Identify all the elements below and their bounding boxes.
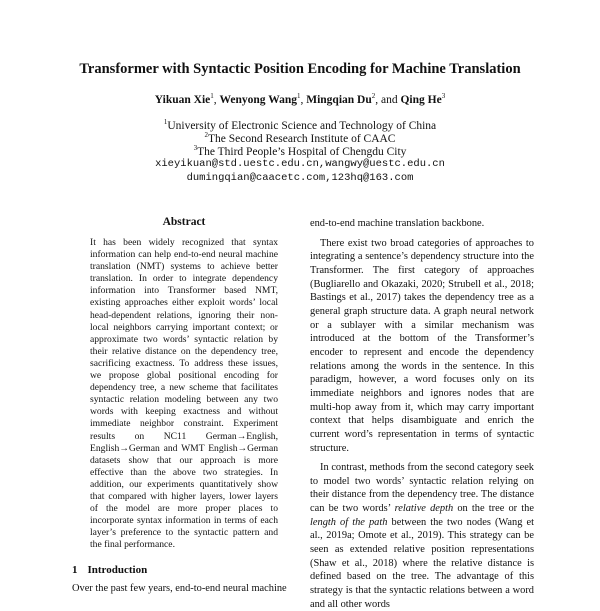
paragraph: end-to-end machine translation backbone.	[310, 218, 485, 229]
author-separator: ,	[213, 93, 220, 106]
affiliation-text: The Second Research Institute of CAAC	[208, 132, 396, 145]
abstract-heading: Abstract	[162, 216, 206, 228]
paper-title: Transformer with Syntactic Position Encoding for Machine Translation	[79, 61, 521, 77]
emphasis: length of the path	[310, 516, 388, 528]
email-line-2: dumingqian@caacetc.com,123hq@163.com	[186, 172, 414, 184]
paragraph-text: In contrast, methods from the second category seek to model two words’ syntactic relation relying on their distance from the dependency tree. The distance can be two words’	[310, 462, 534, 515]
author-name: Mingqian Du	[306, 93, 372, 106]
author-name: Yikuan Xie	[154, 93, 211, 106]
affiliation-text: University of Electronic Science and Technology of China	[167, 119, 437, 132]
affiliation-3	[0, 144, 600, 158]
paragraph	[310, 461, 534, 611]
author-list	[0, 92, 600, 106]
introduction-text: Over the past few years, end-to-end neural machine	[72, 583, 287, 594]
right-column	[310, 217, 534, 611]
author-name: Qing He	[400, 93, 442, 106]
email-line-1: xieyikuan@std.uestc.edu.cn,wangwy@uestc.edu.cn	[155, 158, 445, 170]
affiliation-mark: 2	[204, 131, 208, 139]
author-separator: , and	[375, 93, 401, 106]
paragraph: There exist two broad categories of approaches to integrating a sentence’s dependency structure into the Transformer. The first category of approaches (Bugliarello and Okazaki, 2020; Strubell et al., 2018; Bastings et al., 2017) takes the dependency tree as a general graph structure data. A graph neural network or a sublayer with a similar mechanism was introduced at the bottom of the Transformer’s encoder to represent and encode the dependency relations among the words in the sentence. In this paradigm, however, a word focuses only on its immediate neighbors and ignores nodes that are multi-hop away from it, which may carry important context that helps disambiguate and enrich the current word’s representation in terms of syntactic structure.	[310, 237, 534, 454]
emphasis: relative depth	[394, 503, 454, 515]
author-separator: ,	[300, 93, 307, 106]
affiliation-text: The Third People’s Hospital of Chengdu City	[197, 145, 407, 158]
abstract-text: It has been widely recognized that syntax information can help end-to-end neural machine translation (NMT) systems to achieve better translation. In order to integrate dependency information into Transformer based NMT, existing approaches either exploit words’ local head-dependent relations, ignoring their non-local neighbors carrying important context; or approximate two words’ syntactic relation by their relative distance on the dependency tree, sacrificing exactness. To address these issues, we propose global positional encoding for dependency tree, a new scheme that facilitates syntactic relation modeling between any two words with keeping exactness and without immediate neighbor constraint. Experiment results on NC11 German→English, English→German and WMT English→German datasets show that our approach is more effective than the above two strategies. In addition, our experiments quantitatively show that compared with higher layers, lower layers of the model are more proper places to incorporate syntax information in terms of each layer’s preference to the syntactic pattern and the final performance.	[90, 237, 278, 551]
section-number: 1	[72, 564, 78, 576]
paragraph-text: on the tree or the	[453, 503, 534, 515]
author-name: Wenyong Wang	[219, 93, 297, 106]
affiliation-mark: 1	[163, 118, 168, 126]
section-title: Introduction	[87, 564, 148, 576]
author-affiliation-mark: 2	[371, 92, 376, 100]
affiliation-1	[0, 118, 600, 132]
affiliation-mark: 3	[193, 144, 198, 152]
introduction-heading	[72, 564, 157, 576]
author-affiliation-mark: 3	[441, 92, 446, 100]
author-affiliation-mark: 1	[296, 92, 301, 100]
affiliation-2	[0, 131, 600, 145]
author-affiliation-mark: 1	[210, 92, 214, 100]
paragraph-text: between the two nodes (Wang et al., 2019a; Omote et al., 2019). This strategy can be seen as extended relative position representations (Shaw et al., 2018) where the relative distance is defined based on the tree. The advantage of this strategy is that the syntactic relations between a word and all other words	[310, 516, 534, 610]
